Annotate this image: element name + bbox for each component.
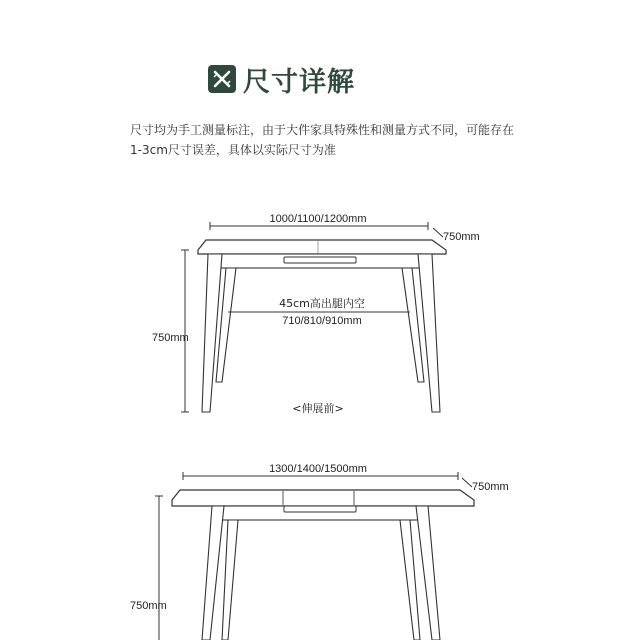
before-caption: <伸展前> bbox=[292, 402, 344, 415]
before-width-label: 1000/1100/1200mm bbox=[269, 213, 367, 225]
after-leg-front-right bbox=[416, 506, 440, 640]
before-leg-front-right bbox=[418, 254, 440, 412]
before-depth-label: 750mm bbox=[443, 231, 480, 243]
table-before-extension bbox=[152, 213, 480, 415]
after-leg-back-right bbox=[400, 520, 420, 640]
before-height-label: 750mm bbox=[152, 332, 189, 344]
after-legs bbox=[202, 506, 440, 640]
before-depth-dimension bbox=[433, 228, 443, 237]
section-title: 尺寸详解 bbox=[243, 66, 355, 98]
after-drawer-handle bbox=[284, 506, 356, 512]
after-width-label: 1300/1400/1500mm bbox=[269, 463, 367, 475]
after-tabletop bbox=[172, 490, 474, 506]
after-leg-back-left bbox=[222, 520, 238, 640]
after-height-label: 750mm bbox=[130, 600, 167, 612]
size-disclaimer: 尺寸均为手工测量标注，由于大件家具特殊性和测量方式不同，可能存在 1-3cm尺寸误差，具体以实际尺寸为准 bbox=[130, 123, 515, 157]
before-drawer-handle bbox=[284, 257, 356, 263]
before-legs bbox=[202, 254, 440, 412]
before-height-dimension bbox=[181, 250, 189, 412]
before-clearance-label: 45cm高出腿内空 bbox=[279, 297, 365, 310]
after-height-dimension bbox=[155, 496, 163, 640]
after-depth-dimension bbox=[462, 478, 472, 487]
before-clearance-sizes: 710/810/910mm bbox=[282, 315, 362, 327]
table-after-extension bbox=[130, 463, 509, 640]
before-tabletop bbox=[198, 240, 446, 254]
after-depth-label: 750mm bbox=[472, 481, 509, 493]
before-leg-front-left bbox=[202, 254, 222, 412]
after-leg-front-left bbox=[202, 506, 224, 640]
